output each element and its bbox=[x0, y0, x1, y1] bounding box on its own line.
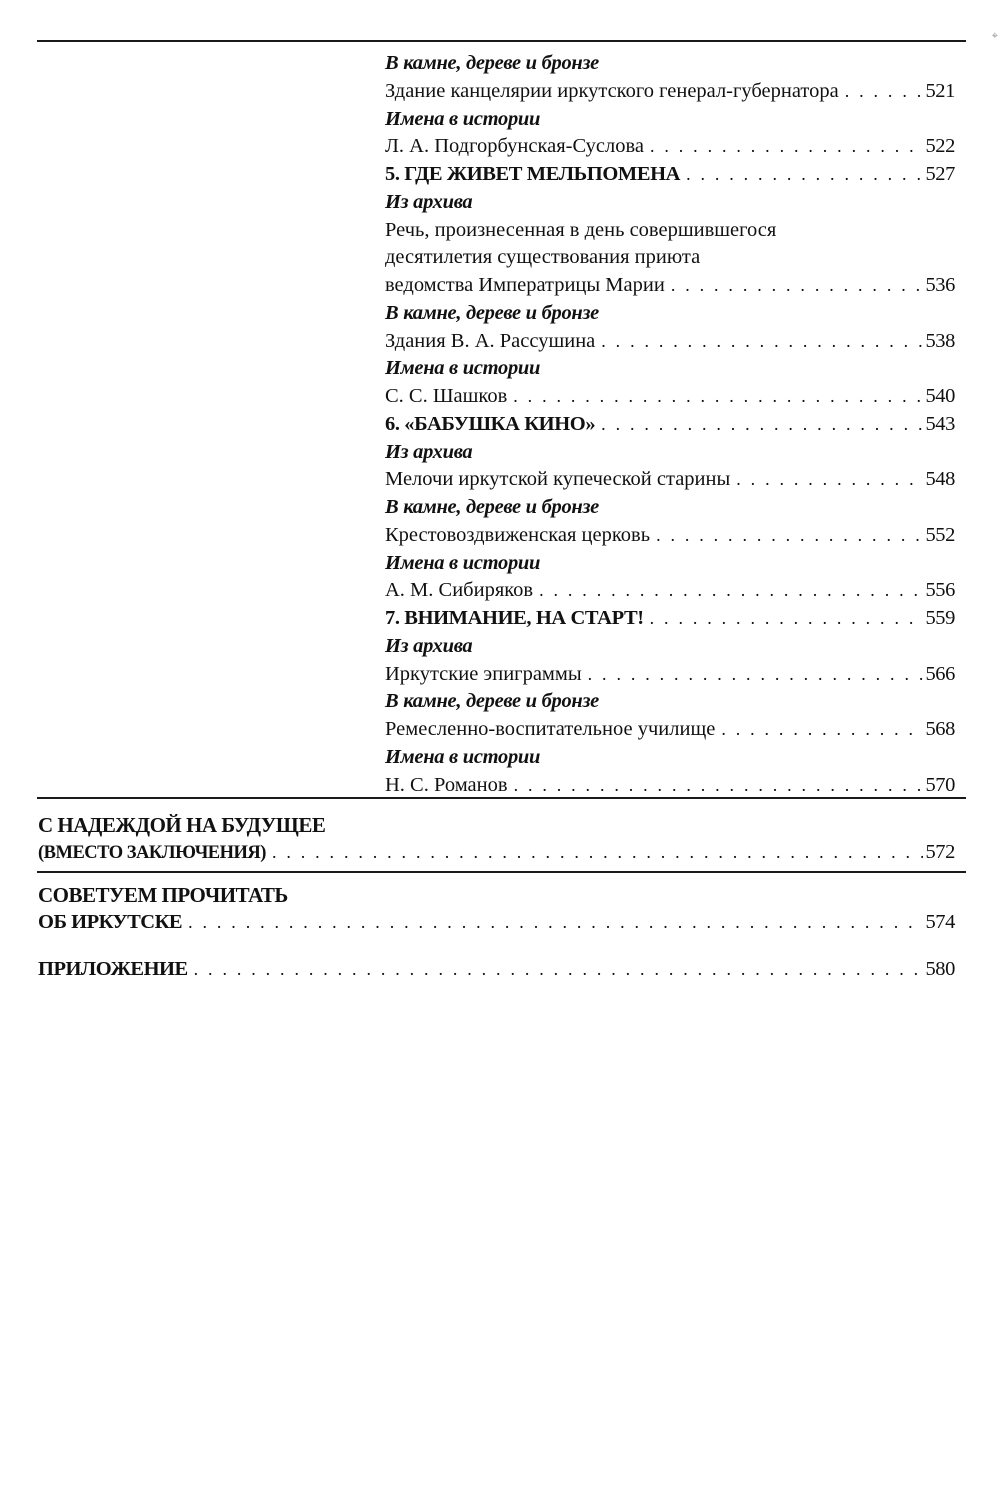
toc-entry-conclusion[interactable] bbox=[38, 839, 955, 867]
section-appendix bbox=[38, 956, 955, 984]
toc-entry-title: 5. ГДЕ ЖИВЕТ МЕЛЬПОМЕНА bbox=[385, 163, 681, 185]
leader-dots bbox=[188, 909, 923, 937]
toc-entry[interactable] bbox=[385, 328, 955, 356]
toc-chapter-entry[interactable] bbox=[385, 161, 955, 189]
leader-dots bbox=[601, 411, 923, 439]
leader-dots bbox=[671, 272, 924, 300]
toc-text-line: Речь, произнесенная в день совершившегося bbox=[385, 218, 777, 241]
toc-list bbox=[385, 50, 955, 799]
toc-page-number: 574 bbox=[925, 911, 955, 933]
leader-dots bbox=[650, 133, 923, 161]
toc-page-number: 556 bbox=[925, 579, 955, 602]
toc-category-heading: В камне, дереве и бронзе bbox=[385, 496, 599, 518]
toc-entry-title: 7. ВНИМАНИЕ, НА СТАРТ! bbox=[385, 607, 644, 629]
toc-page-number: 548 bbox=[925, 468, 955, 491]
toc-entry-title: Здание канцелярии иркутского генерал-губернатора bbox=[385, 79, 839, 102]
toc-category-heading: В камне, дереве и бронзе bbox=[385, 301, 599, 324]
corner-mark: ⌖ bbox=[991, 30, 998, 42]
toc-entry-appendix[interactable] bbox=[38, 956, 955, 984]
leader-dots bbox=[539, 577, 923, 605]
toc-entry-title: 6. «БАБУШКА КИНО» bbox=[385, 412, 596, 435]
toc-entry[interactable] bbox=[385, 772, 955, 800]
toc-category-heading: В камне, дереве и бронзе bbox=[385, 52, 599, 74]
toc-entry-title: ведомства Императрицы Марии bbox=[385, 274, 665, 296]
toc-entry-title: Н. С. Романов bbox=[385, 773, 508, 796]
section-conclusion bbox=[38, 811, 955, 867]
toc-page-number: 522 bbox=[925, 135, 955, 158]
toc-entry[interactable] bbox=[385, 577, 955, 605]
top-rule bbox=[37, 40, 966, 42]
leader-dots bbox=[194, 956, 924, 984]
toc-entry[interactable] bbox=[385, 383, 955, 411]
leader-dots bbox=[656, 522, 923, 550]
leader-dots bbox=[514, 772, 924, 800]
section-conclusion-title: С НАДЕЖДОЙ НА БУДУЩЕЕ bbox=[38, 813, 326, 837]
toc-page-number: 568 bbox=[925, 718, 955, 740]
toc-category-heading: Из архива bbox=[385, 634, 473, 657]
leader-dots bbox=[272, 839, 923, 867]
toc-page-number: 580 bbox=[925, 958, 955, 980]
leader-dots bbox=[845, 78, 924, 106]
leader-dots bbox=[721, 716, 923, 744]
toc-entry-title: Крестовоздвиженская церковь bbox=[385, 523, 651, 546]
toc-entry[interactable] bbox=[385, 661, 955, 689]
toc-page-number: 536 bbox=[925, 274, 955, 296]
toc-entry-title: ОБ ИРКУТСКЕ bbox=[38, 911, 183, 933]
toc-entry-title: С. С. Шашков bbox=[385, 385, 508, 407]
toc-entry-title: Ремесленно-воспитательное училище bbox=[385, 718, 716, 740]
toc-category-heading: Из архива bbox=[385, 190, 473, 213]
leader-dots bbox=[601, 328, 923, 356]
toc-chapter-entry[interactable] bbox=[385, 411, 955, 439]
toc-category-heading: Имена в истории bbox=[385, 745, 541, 768]
toc-page-number: 543 bbox=[925, 412, 955, 435]
toc-entry-title: Иркутские эпиграммы bbox=[385, 662, 582, 685]
toc-entry-title: (ВМЕСТО ЗАКЛЮЧЕНИЯ) bbox=[38, 843, 266, 863]
toc-chapter-entry[interactable] bbox=[385, 605, 955, 633]
toc-entry[interactable] bbox=[385, 716, 955, 744]
toc-entry[interactable] bbox=[385, 466, 955, 494]
toc-page-number: 538 bbox=[925, 329, 955, 352]
toc-entry[interactable] bbox=[385, 272, 955, 300]
leader-dots bbox=[588, 661, 924, 689]
section-reading-title: СОВЕТУЕМ ПРОЧИТАТЬ bbox=[38, 883, 288, 907]
toc-entry[interactable] bbox=[385, 133, 955, 161]
toc-page-number: 521 bbox=[925, 79, 955, 102]
section-rule-2 bbox=[37, 871, 966, 873]
toc-entry[interactable] bbox=[385, 78, 955, 106]
toc-entry-title: Л. А. Подгорбунская-Суслова bbox=[385, 135, 644, 158]
leader-dots bbox=[650, 605, 924, 633]
section-reading bbox=[38, 881, 955, 937]
toc-entry-title: А. М. Сибиряков bbox=[385, 579, 534, 602]
toc-entry-title: Мелочи иркутской купеческой старины bbox=[385, 468, 731, 491]
toc-entry-title: Здания В. А. Рассушина bbox=[385, 329, 596, 352]
toc-entry-title: ПРИЛОЖЕНИЕ bbox=[38, 958, 188, 980]
toc-entry[interactable] bbox=[385, 522, 955, 550]
toc-category-heading: В камне, дереве и бронзе bbox=[385, 690, 599, 713]
toc-text-line: десятилетия существования приюта bbox=[385, 246, 701, 269]
toc-category-heading: Из архива bbox=[385, 440, 473, 463]
section-rule-1 bbox=[37, 797, 966, 799]
toc-page-number: 572 bbox=[925, 841, 955, 863]
toc-page-number: 540 bbox=[925, 385, 955, 407]
toc-page-number: 552 bbox=[925, 523, 955, 546]
toc-entry-reading[interactable] bbox=[38, 909, 955, 937]
toc-category-heading: Имена в истории bbox=[385, 551, 541, 574]
leader-dots bbox=[513, 383, 923, 411]
toc-page-number: 566 bbox=[925, 662, 955, 685]
toc-category-heading: Имена в истории bbox=[385, 357, 541, 380]
leader-dots bbox=[686, 161, 923, 189]
leader-dots bbox=[736, 466, 923, 494]
toc-page-number: 527 bbox=[925, 163, 955, 185]
toc-page-number: 570 bbox=[925, 773, 955, 796]
toc-category-heading: Имена в истории bbox=[385, 107, 541, 130]
toc-page-number: 559 bbox=[925, 607, 955, 629]
